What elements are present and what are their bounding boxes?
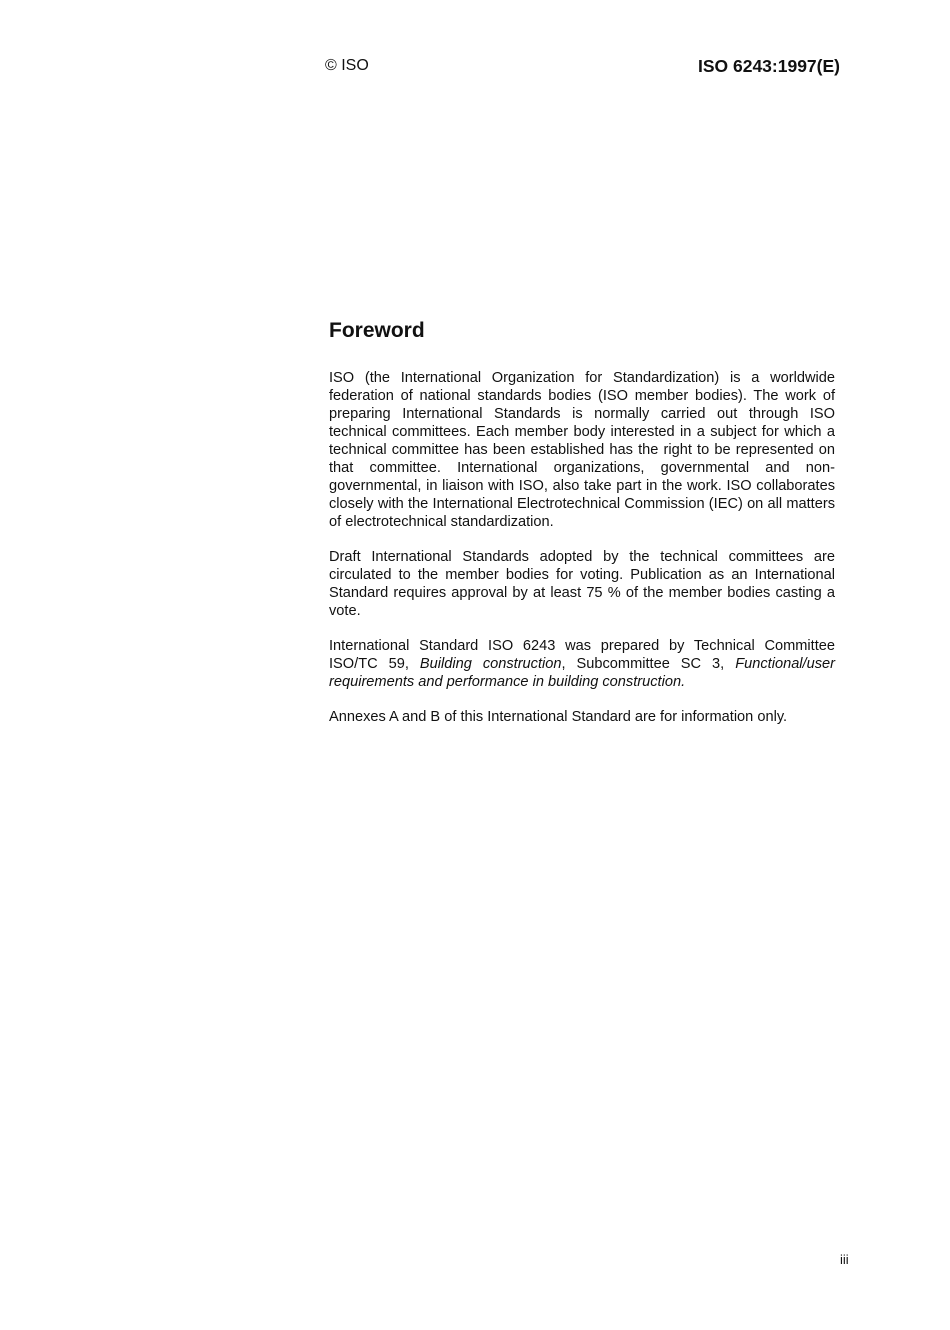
- paragraph-3-text-2: , Subcommittee SC 3,: [561, 656, 736, 672]
- foreword-paragraph-3: [329, 637, 835, 691]
- foreword-paragraph-2: Draft International Standards adopted by the technical committees are circulated to the member bodies for voting. Publication as an International Standard requires approval by at least 75 % of the member bodies casting a vote.: [329, 549, 835, 619]
- paragraph-3-text-1: International Standard ISO 6243 was prepared by Technical Committee ISO/TC 59,: [329, 638, 835, 672]
- page-number: iii: [840, 1252, 849, 1267]
- subcommittee-title: Functional/user requirements and performance in building construction.: [329, 656, 835, 690]
- header-document-id: ISO 6243:1997(E): [697, 56, 840, 76]
- committee-title: Building construction: [419, 656, 562, 672]
- header-copyright: © ISO: [325, 57, 369, 74]
- foreword-paragraph-1: ISO (the International Organization for Standardization) is a worldwide federation of national standards bodies (ISO member bodies). The work of preparing International Standards is normally carried out through ISO technical committees. Each member body interested in a subject for which a technical committee has been established has the right to be represented on that committee. International organizations, governmental and non-governmental, in liaison with ISO, also take part in the work. ISO collaborates closely with the International Electrotechnical Commission (IEC) on all matters of electrotechnical standardization.: [329, 370, 835, 530]
- foreword-title: Foreword: [329, 319, 425, 342]
- foreword-paragraph-4: Annexes A and B of this International Standard are for information only.: [329, 709, 788, 725]
- foreword-section: [329, 318, 835, 743]
